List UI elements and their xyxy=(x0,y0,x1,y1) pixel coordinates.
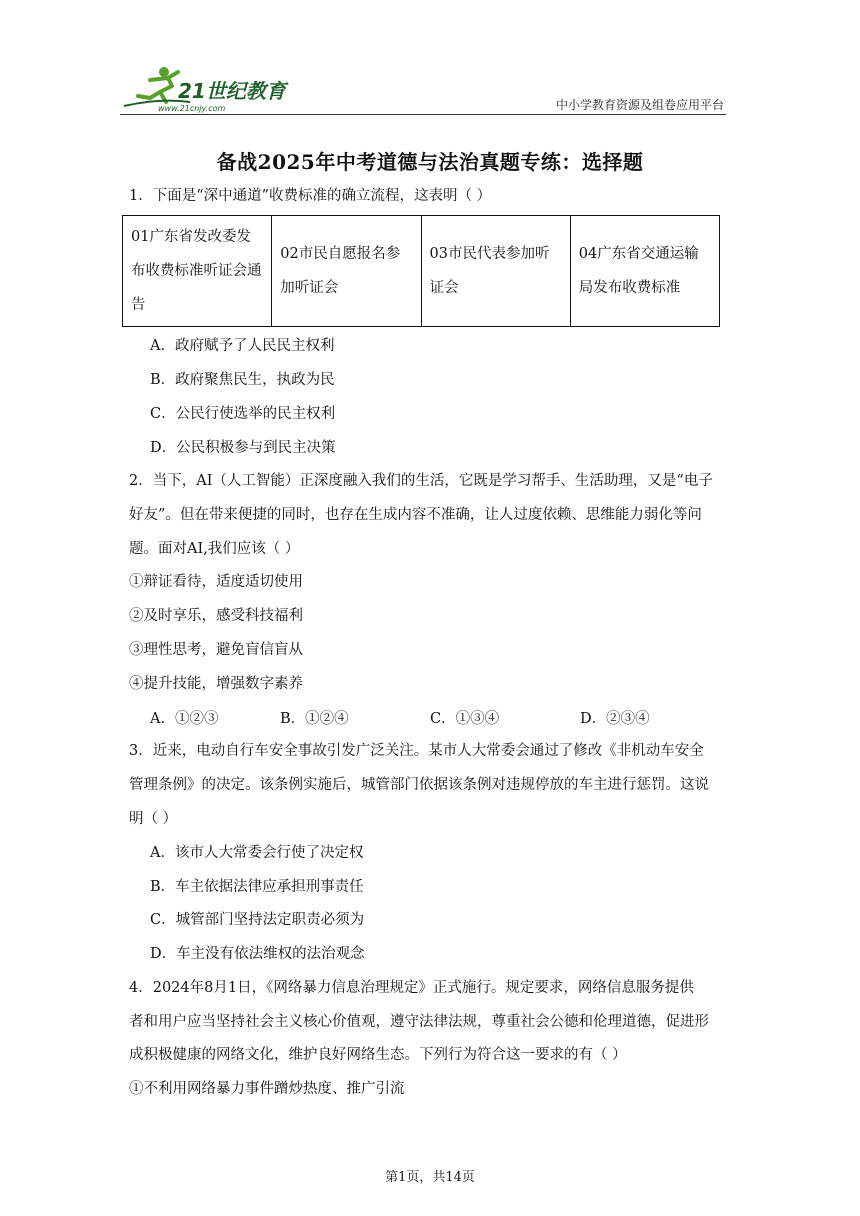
logo-wordmark: 21世纪教育 xyxy=(178,79,286,103)
platform-name: 中小学教育资源及组卷应用平台 xyxy=(555,98,724,112)
q3-option-b: B．车主依据法律应承担刑事责任 xyxy=(150,879,364,895)
logo-url: www.21cnjy.com xyxy=(158,104,226,113)
q2-item-3: ③理性思考，避免盲信盲从 xyxy=(129,642,303,658)
q4-stem-line-3: 成积极健康的网络文化，维护良好网络生态。下列行为符合这一要求的有（ ） xyxy=(129,1047,627,1063)
q2-item-4: ④提升技能，增强数字素养 xyxy=(129,676,303,692)
q3-stem-line-3: 明（ ） xyxy=(129,811,178,827)
flow-step-3: 03市民代表参加听证会 xyxy=(421,216,570,327)
q4-stem-line-2: 者和用户应当坚持社会主义核心价值观，遵守法律法规，尊重社会公德和伦理道德，促进形 xyxy=(129,1014,709,1030)
flow-step-4: 04广东省交通运输局发布收费标准 xyxy=(570,216,719,327)
header-divider xyxy=(120,114,726,115)
q3-option-c: C．城管部门坚持法定职责必须为 xyxy=(150,912,365,928)
page-number: 第1页，共14页 xyxy=(385,1170,475,1185)
q2-item-2: ②及时享乐，感受科技福利 xyxy=(129,608,303,624)
q1-flow-table xyxy=(122,215,720,327)
page-title: 备战2025年中考道德与法治真题专练：选择题 xyxy=(216,150,644,174)
logo-runner-body xyxy=(138,72,178,102)
q3-stem-line-2: 管理条例》的决定。该条例实施后，城管部门依据该条例对违规停放的车主进行惩罚。这说 xyxy=(129,777,709,793)
q2-option-c: C．①③④ xyxy=(430,711,500,727)
flow-step-2: 02市民自愿报名参加听证会 xyxy=(272,216,421,327)
q2-option-a: A．①②③ xyxy=(150,711,219,727)
q1-stem: 1．下面是“深中通道”收费标准的确立流程，这表明（ ） xyxy=(129,188,492,204)
q2-stem-line-1: 2．当下，AI（人工智能）正深度融入我们的生活，它既是学习帮手、生活助理，又是“电子 xyxy=(129,473,713,489)
q1-option-c: C．公民行使选举的民主权利 xyxy=(150,406,336,422)
q1-option-d: D．公民积极参与到民主决策 xyxy=(150,440,336,456)
q3-option-a: A．该市人大常委会行使了决定权 xyxy=(150,845,364,861)
q2-option-d: D．②③④ xyxy=(580,711,650,727)
q3-stem-line-1: 3．近来，电动自行车安全事故引发广泛关注。某市人大常委会通过了修改《非机动车安全 xyxy=(129,743,704,759)
q3-option-d: D．车主没有依法维权的法治观念 xyxy=(150,946,365,962)
flow-step-1: 01广东省发改委发布收费标准听证会通告 xyxy=(123,216,272,327)
q4-stem-line-1: 4．2024年8月1日，《网络暴力信息治理规定》正式施行。规定要求，网络信息服务提供 xyxy=(129,980,694,996)
site-logo xyxy=(120,62,300,114)
q2-item-1: ①辩证看待，适度适切使用 xyxy=(129,574,303,590)
q2-stem-line-2: 好友”。但在带来便捷的同时，也存在生成内容不准确，让人过度依赖、思维能力弱化等问 xyxy=(129,507,702,523)
page-header xyxy=(120,62,726,118)
q2-stem-line-3: 题。面对AI,我们应该（ ） xyxy=(129,541,300,557)
q2-option-b: B．①②④ xyxy=(280,711,349,727)
q1-option-b: B．政府聚焦民生，执政为民 xyxy=(150,372,335,388)
q4-item-1: ①不利用网络暴力事件蹭炒热度、推广引流 xyxy=(129,1081,405,1097)
logo-runner-head xyxy=(159,67,169,77)
q1-option-a: A．政府赋予了人民民主权利 xyxy=(150,338,335,354)
